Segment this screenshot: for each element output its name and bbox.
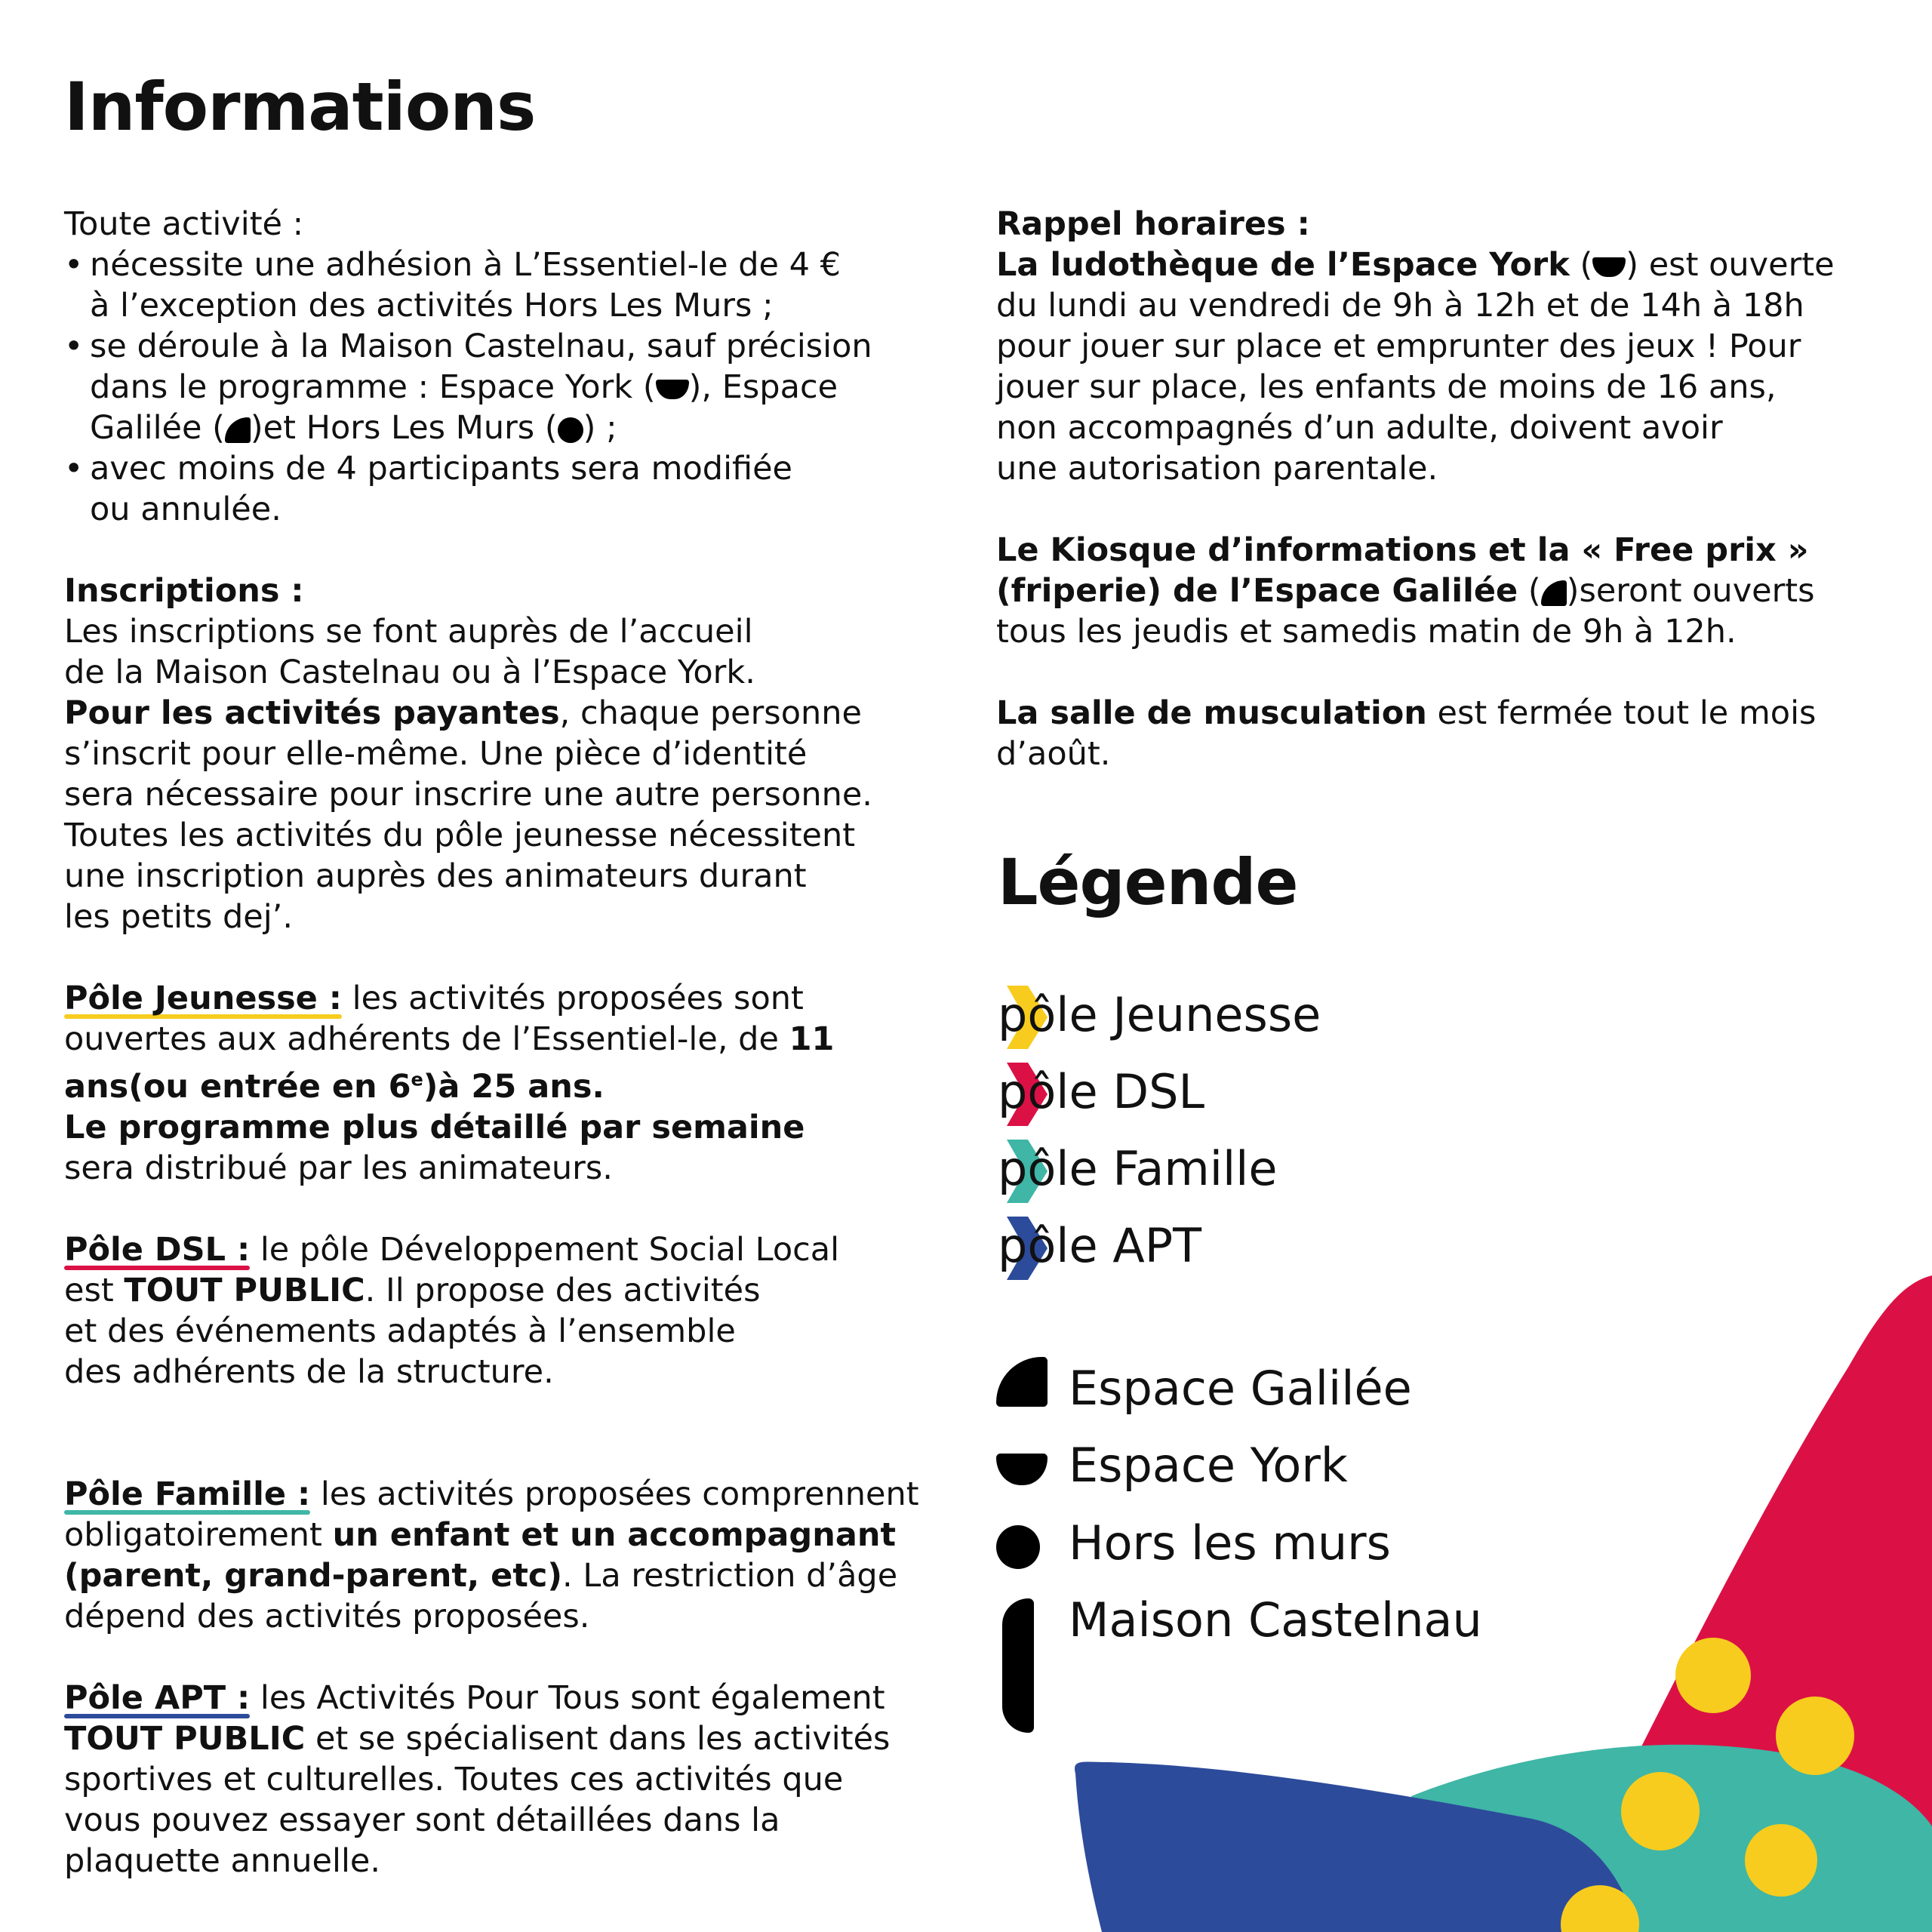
legend-pole-famille: pôle Famille — [998, 1141, 1278, 1196]
legend-title: Légende — [998, 845, 1298, 919]
legend-espace-york: Espace York — [1069, 1438, 1348, 1493]
musculation-section: La salle de musculation est fermée tout le mois d’août. — [996, 694, 1817, 773]
decorative-shapes — [1057, 1275, 1932, 1932]
half-pill-shape-icon — [996, 1454, 1048, 1485]
list-item: • nécessite une adhésion à L’Essentiel-le de 4 € à l’exception des activités Hors Les Murs ; — [64, 245, 970, 326]
galilee-icon — [225, 417, 251, 443]
famille-section: Pôle Famille : les activités proposées comprennent obligatoirement un enfant et un accompagnant (parent, grand-parent, etc). La restriction d’âge dépend des activités proposées. — [64, 1475, 919, 1636]
intro-text: Toute activité : — [64, 205, 304, 243]
jeunesse-section: Pôle Jeunesse : les activités proposées sont ouvertes aux adhérents de l’Essentiel-le, de 11 ans(ou entrée en 6e)à 25 ans. Le programme plus détaillé par semaine sera distribué par les animateurs. — [64, 980, 835, 1188]
schedule-section: Rappel horaires : La ludothèque de l’Espace York ( ) est ouverte du lundi au vendredi de 9h à 12h et de 14h à 18h pour jouer sur place et emprunter des jeux ! Pour jouer sur place, les enfants de moins de 16 ans, non accompagnés d’un adulte, doivent avoir une autorisation parentale. — [996, 205, 1835, 488]
list-item: • se déroule à la Maison Castelnau, sauf précision dans le programme : Espace York ( ), Espace Galilée ( )et Hors Les Murs ( ) ; — [64, 326, 970, 448]
famille-heading: Pôle Famille : — [64, 1475, 311, 1514]
legend-pole-apt: pôle APT — [998, 1218, 1202, 1273]
apt-heading: Pôle APT : — [64, 1679, 251, 1718]
left-column — [64, 204, 970, 1881]
bar-shape-icon — [1002, 1598, 1034, 1733]
apt-section: Pôle APT : les Activités Pour Tous sont également TOUT PUBLIC et se spécialisent dans les activités sportives et culturelles. Toutes ces activités que vous pouvez essayer sont détaillées dans la plaquette annuelle. — [64, 1679, 891, 1881]
quarter-shape-icon — [996, 1357, 1048, 1407]
galilee-icon — [1541, 580, 1567, 606]
right-column — [996, 204, 1887, 774]
hors-les-murs-icon — [558, 417, 583, 443]
page-title: Informations — [64, 68, 536, 146]
york-icon — [656, 380, 689, 399]
legend-pole-jeunesse: pôle Jeunesse — [998, 987, 1321, 1042]
legend-espace-galilee: Espace Galilée — [1069, 1361, 1412, 1416]
legend-hors-les-murs: Hors les murs — [1069, 1515, 1391, 1571]
legend-maison-castelnau: Maison Castelnau — [1069, 1592, 1482, 1647]
kiosque-section: Le Kiosque d’informations et la « Free prix » (friperie) de l’Espace Galilée ( )seront ouverts tous les jeudis et samedis matin de 9h à 12h. — [996, 531, 1815, 651]
dsl-heading: Pôle DSL : — [64, 1231, 251, 1269]
jeunesse-heading: Pôle Jeunesse : — [64, 980, 342, 1017]
list-item: • avec moins de 4 participants sera modifiée ou annulée. — [64, 448, 970, 530]
circle-shape-icon — [996, 1525, 1040, 1569]
dsl-section: Pôle DSL : le pôle Développement Social Local est TOUT PUBLIC. Il propose des activités et des événements adaptés à l’ensemble des adhérents de la structure. — [64, 1231, 840, 1392]
york-icon — [1592, 257, 1626, 277]
inscriptions-section: Inscriptions : Les inscriptions se font auprès de l’accueil de la Maison Castelnau ou à l’Espace York. Pour les activités payantes, chaque personne s’inscrit pour elle-même. Une pièce d’identité sera nécessaire pour inscrire une autre personne. Toutes les activités du pôle jeunesse nécessitent une inscription auprès des animateurs durant les petits dej’. — [64, 572, 872, 936]
rules-list — [64, 245, 970, 530]
legend-pole-dsl: pôle DSL — [998, 1064, 1205, 1119]
